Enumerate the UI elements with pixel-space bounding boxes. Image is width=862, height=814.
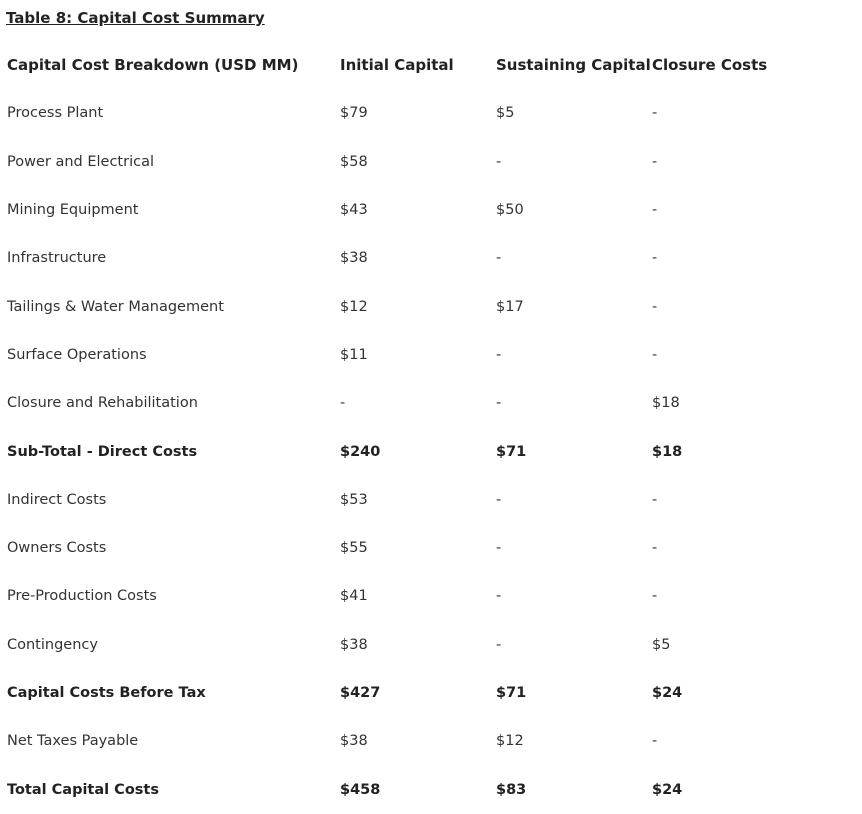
table-row (0, 572, 820, 620)
column-header-initial-capital: Initial Capital (340, 56, 454, 75)
closure-costs-cell: - (652, 250, 658, 267)
table-row (0, 234, 820, 282)
table-row (0, 476, 820, 524)
sustaining-capital-cell: - (496, 636, 502, 653)
sustaining-capital-cell: $71 (496, 443, 527, 460)
closure-costs-cell: $24 (652, 781, 683, 798)
initial-capital-cell: $41 (340, 588, 368, 605)
sustaining-capital-cell: - (496, 153, 502, 170)
closure-costs-cell: - (652, 153, 658, 170)
initial-capital-cell: $458 (340, 781, 381, 798)
initial-capital-cell: $55 (340, 540, 368, 557)
capital-cost-table (0, 41, 820, 814)
row-label: Process Plant (7, 105, 104, 122)
sustaining-capital-cell: - (496, 250, 502, 267)
table-title: Table 8: Capital Cost Summary (6, 9, 265, 27)
row-label: Pre-Production Costs (7, 588, 157, 605)
closure-costs-cell: $18 (652, 395, 680, 412)
initial-capital-cell: $38 (340, 250, 368, 267)
column-header-closure-costs: Closure Costs (652, 56, 768, 75)
table-row (0, 331, 820, 379)
table-row (0, 89, 820, 137)
closure-costs-cell: - (652, 346, 658, 363)
row-label: Indirect Costs (7, 491, 107, 508)
sustaining-capital-cell: $71 (496, 685, 527, 701)
closure-costs-cell: - (652, 202, 658, 219)
row-label: Sub-Total - Direct Costs (7, 443, 198, 460)
initial-capital-cell: $43 (340, 202, 368, 219)
initial-capital-cell: $38 (340, 636, 368, 653)
closure-costs-cell: - (652, 733, 658, 750)
initial-capital-cell: $53 (340, 491, 368, 508)
initial-capital-cell: $427 (340, 685, 381, 701)
table-row (0, 138, 820, 186)
table-header-row (0, 41, 820, 89)
closure-costs-cell: $5 (652, 636, 671, 653)
closure-costs-cell: $24 (652, 685, 683, 701)
table-row (0, 427, 820, 475)
row-label: Infrastructure (7, 250, 107, 267)
table-row (0, 186, 820, 234)
closure-costs-cell: - (652, 540, 658, 557)
closure-costs-cell: - (652, 298, 658, 315)
sustaining-capital-cell: - (496, 491, 502, 508)
column-header-breakdown: Capital Cost Breakdown (USD MM) (7, 56, 299, 75)
sustaining-capital-cell: $17 (496, 298, 524, 315)
closure-costs-cell: $18 (652, 443, 683, 460)
table-body (0, 89, 820, 813)
table-row (0, 621, 820, 669)
table-row (0, 379, 820, 427)
sustaining-capital-cell: - (496, 395, 502, 412)
sustaining-capital-cell: $50 (496, 202, 524, 219)
row-label: Surface Operations (7, 346, 147, 363)
row-label: Owners Costs (7, 540, 107, 557)
row-label: Capital Costs Before Tax (7, 685, 206, 701)
table-row (0, 717, 820, 765)
table-row (0, 765, 820, 813)
initial-capital-cell: $79 (340, 105, 368, 122)
row-label: Net Taxes Payable (7, 733, 139, 750)
sustaining-capital-cell: $5 (496, 105, 515, 122)
initial-capital-cell: $38 (340, 733, 368, 750)
initial-capital-cell: $11 (340, 346, 368, 363)
table-row (0, 282, 820, 330)
table-row (0, 669, 820, 717)
row-label: Power and Electrical (7, 153, 154, 170)
row-label: Mining Equipment (7, 202, 139, 219)
initial-capital-cell: $12 (340, 298, 368, 315)
row-label: Closure and Rehabilitation (7, 395, 198, 412)
row-label: Total Capital Costs (7, 781, 159, 798)
closure-costs-cell: - (652, 588, 658, 605)
row-label: Tailings & Water Management (7, 298, 224, 315)
initial-capital-cell: $58 (340, 153, 368, 170)
sustaining-capital-cell: - (496, 588, 502, 605)
row-label: Contingency (7, 636, 98, 653)
column-header-sustaining-capital: Sustaining Capital (496, 56, 651, 75)
sustaining-capital-cell: - (496, 346, 502, 363)
sustaining-capital-cell: - (496, 540, 502, 557)
closure-costs-cell: - (652, 491, 658, 508)
sustaining-capital-cell: $12 (496, 733, 524, 750)
table-row (0, 524, 820, 572)
initial-capital-cell: - (340, 395, 346, 412)
initial-capital-cell: $240 (340, 443, 381, 460)
closure-costs-cell: - (652, 105, 658, 122)
sustaining-capital-cell: $83 (496, 781, 527, 798)
